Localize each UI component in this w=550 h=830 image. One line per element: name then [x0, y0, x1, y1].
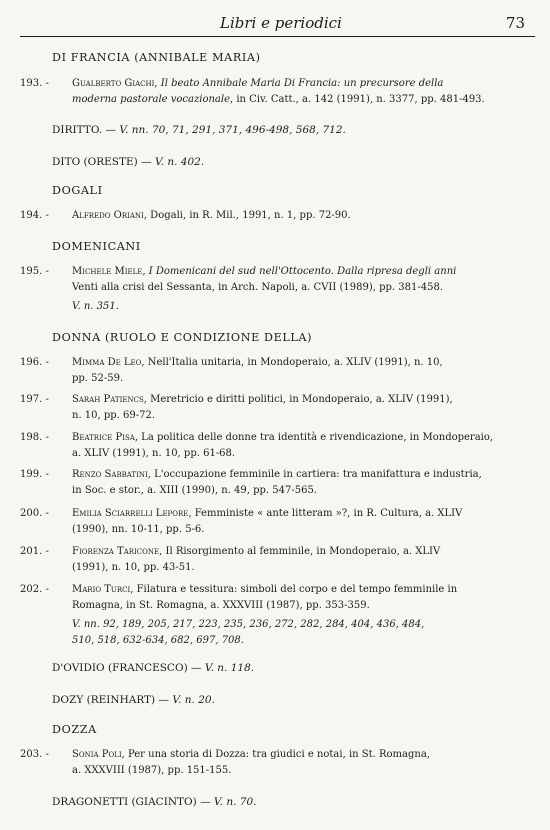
entry-194 — [20, 208, 530, 224]
subject-heading: DOMENICANI — [52, 240, 141, 253]
xref-heading: DITO (ORESTE) — — [52, 156, 152, 168]
cross-reference — [52, 154, 550, 170]
entry-see-also: V. n. 351. — [72, 301, 119, 312]
entry-author: Emilia Sciarrelli Lepore — [72, 508, 189, 519]
running-header — [20, 12, 535, 37]
entry-author: Gualberto Giachi — [72, 78, 155, 89]
running-title: Libri e periodici — [220, 14, 342, 32]
entry-title-cont: moderna pastorale vocazionale — [72, 94, 230, 105]
entry-author: Mimma De Leo — [72, 357, 142, 368]
entry-text-cont: n. 10, pp. 69-72. — [72, 410, 156, 421]
entry-title: Il beato Annibale Maria Di Francia: un precursore della — [160, 78, 444, 89]
entry-number: 200. - — [20, 508, 49, 519]
entry-195 — [20, 264, 530, 315]
entry-text-cont: pp. 52-59. — [72, 373, 124, 384]
cross-reference — [52, 660, 550, 676]
entry-number: 199. - — [20, 469, 49, 480]
entry-number: 197. - — [20, 394, 49, 405]
subject-heading: DI FRANCIA (ANNIBALE MARIA) — [52, 51, 261, 64]
entry-text: , Il Risorgimento al femminile, in Mondoperaio, a. XLIV — [159, 546, 441, 557]
entry-text-cont: Romagna, in St. Romagna, a. XXXVIII (1987), pp. 353-359. — [72, 600, 370, 611]
entry-text: , Per una storia di Dozza: tra giudici e notai, in St. Romagna, — [121, 749, 430, 760]
entry-200 — [20, 506, 530, 538]
entry-text-cont: Venti alla crisi del Sessanta, in Arch. Napoli, a. CVII (1989), pp. 381-458. — [72, 282, 443, 293]
entry-number: 195. - — [20, 266, 49, 277]
entry-text-cont: a. XXXVIII (1987), pp. 151-155. — [72, 765, 232, 776]
entry-author: Sonia Poli — [72, 749, 122, 760]
cross-reference — [52, 122, 550, 138]
entry-author: Fiorenza Taricone — [72, 546, 160, 557]
entry-source: , in Civ. Catt., a. 142 (1991), n. 3377, pp. 481-493. — [230, 94, 485, 105]
entry-author: Mario Turci — [72, 584, 131, 595]
entry-196 — [20, 355, 530, 387]
entry-201 — [20, 544, 530, 576]
entry-text-cont: in Soc. e stor., a. XIII (1990), n. 49, pp. 547-565. — [72, 485, 317, 496]
entry-author: Sarah Patiencs — [72, 394, 144, 405]
entry-number: 201. - — [20, 546, 49, 557]
cross-reference — [52, 692, 550, 708]
xref-heading: DIRITTO. — — [52, 124, 116, 136]
page-number: 73 — [505, 14, 525, 32]
entry-number: 198. - — [20, 432, 49, 443]
subject-heading: DONNA (RUOLO E CONDIZIONE DELLA) — [52, 331, 313, 344]
entry-text: , La politica delle donne tra identità e rivendicazione, in Mondoperaio, — [134, 432, 494, 443]
entry-text: , Femministe « ante litteram »?, in R. Cultura, a. XLIV — [188, 508, 463, 519]
xref-numbers: V. n. 402. — [154, 156, 205, 168]
subject-heading: DOZZA — [52, 723, 97, 736]
entry-text: , Dogali, in R. Mil., 1991, n. 1, pp. 72-90. — [143, 210, 351, 221]
entry-202 — [20, 582, 530, 649]
entry-number: 196. - — [20, 357, 49, 368]
entry-author: Alfredo Oriani — [72, 210, 144, 221]
entry-197 — [20, 392, 530, 424]
entry-text: , Nell'Italia unitaria, in Mondoperaio, a. XLIV (1991), n. 10, — [141, 357, 443, 368]
entry-text-cont: (1991), n. 10, pp. 43-51. — [72, 562, 195, 573]
entry-text: , Filatura e tessitura: simboli del corpo e del tempo femminile in — [130, 584, 458, 595]
entry-203 — [20, 747, 530, 779]
entry-199 — [20, 467, 530, 499]
xref-numbers: V. n. 20. — [172, 694, 215, 706]
xref-heading: DOZY (REINHART) — — [52, 694, 169, 706]
subject-heading: DOGALI — [52, 184, 103, 197]
xref-heading: D'OVIDIO (FRANCESCO) — — [52, 662, 202, 674]
entry-198 — [20, 430, 530, 462]
entry-see-also-cont: 510, 518, 632-634, 682, 697, 708. — [72, 635, 244, 646]
entry-text-cont: a. XLIV (1991), n. 10, pp. 61-68. — [72, 448, 236, 459]
xref-heading: DRAGONETTI (GIACINTO) — — [52, 796, 211, 808]
xref-numbers: V. n. 118. — [204, 662, 255, 674]
entry-text: , L'occupazione femminile in cartiera: tra manifattura e industria, — [147, 469, 482, 480]
entry-author: Renzo Sabbatini — [72, 469, 148, 480]
entry-text: , Meretricio e diritti politici, in Mondoperaio, a. XLIV (1991), — [143, 394, 453, 405]
xref-numbers: V. nn. 70, 71, 291, 371, 496-498, 568, 712. — [119, 124, 346, 136]
entry-author: Michele Miele — [72, 266, 143, 277]
entry-text-cont: (1990), nn. 10-11, pp. 5-6. — [72, 524, 205, 535]
entry-text: , I Domenicani del sud nell'Ottocento. Dalla ripresa degli anni — [142, 266, 457, 277]
entry-number: 203. - — [20, 749, 49, 760]
entry-number: 193. - — [20, 78, 49, 89]
entry-see-also: V. nn. 92, 189, 205, 217, 223, 235, 236, 272, 282, 284, 404, 436, 484, — [72, 619, 425, 630]
xref-numbers: V. n. 70. — [213, 796, 257, 808]
entry-number: 202. - — [20, 584, 49, 595]
entry-193: 193. - Gualberto Giachi, Il beato Annibale Maria Di Francia: un precursore della moderna pastorale vocazionale, in Civ. Catt., a. 142 (1991), n. 3377, pp. 481-493. — [20, 78, 485, 105]
entry-number: 194. - — [20, 210, 49, 221]
cross-reference — [52, 794, 550, 810]
entry-author: Beatrice Pisa — [72, 432, 135, 443]
